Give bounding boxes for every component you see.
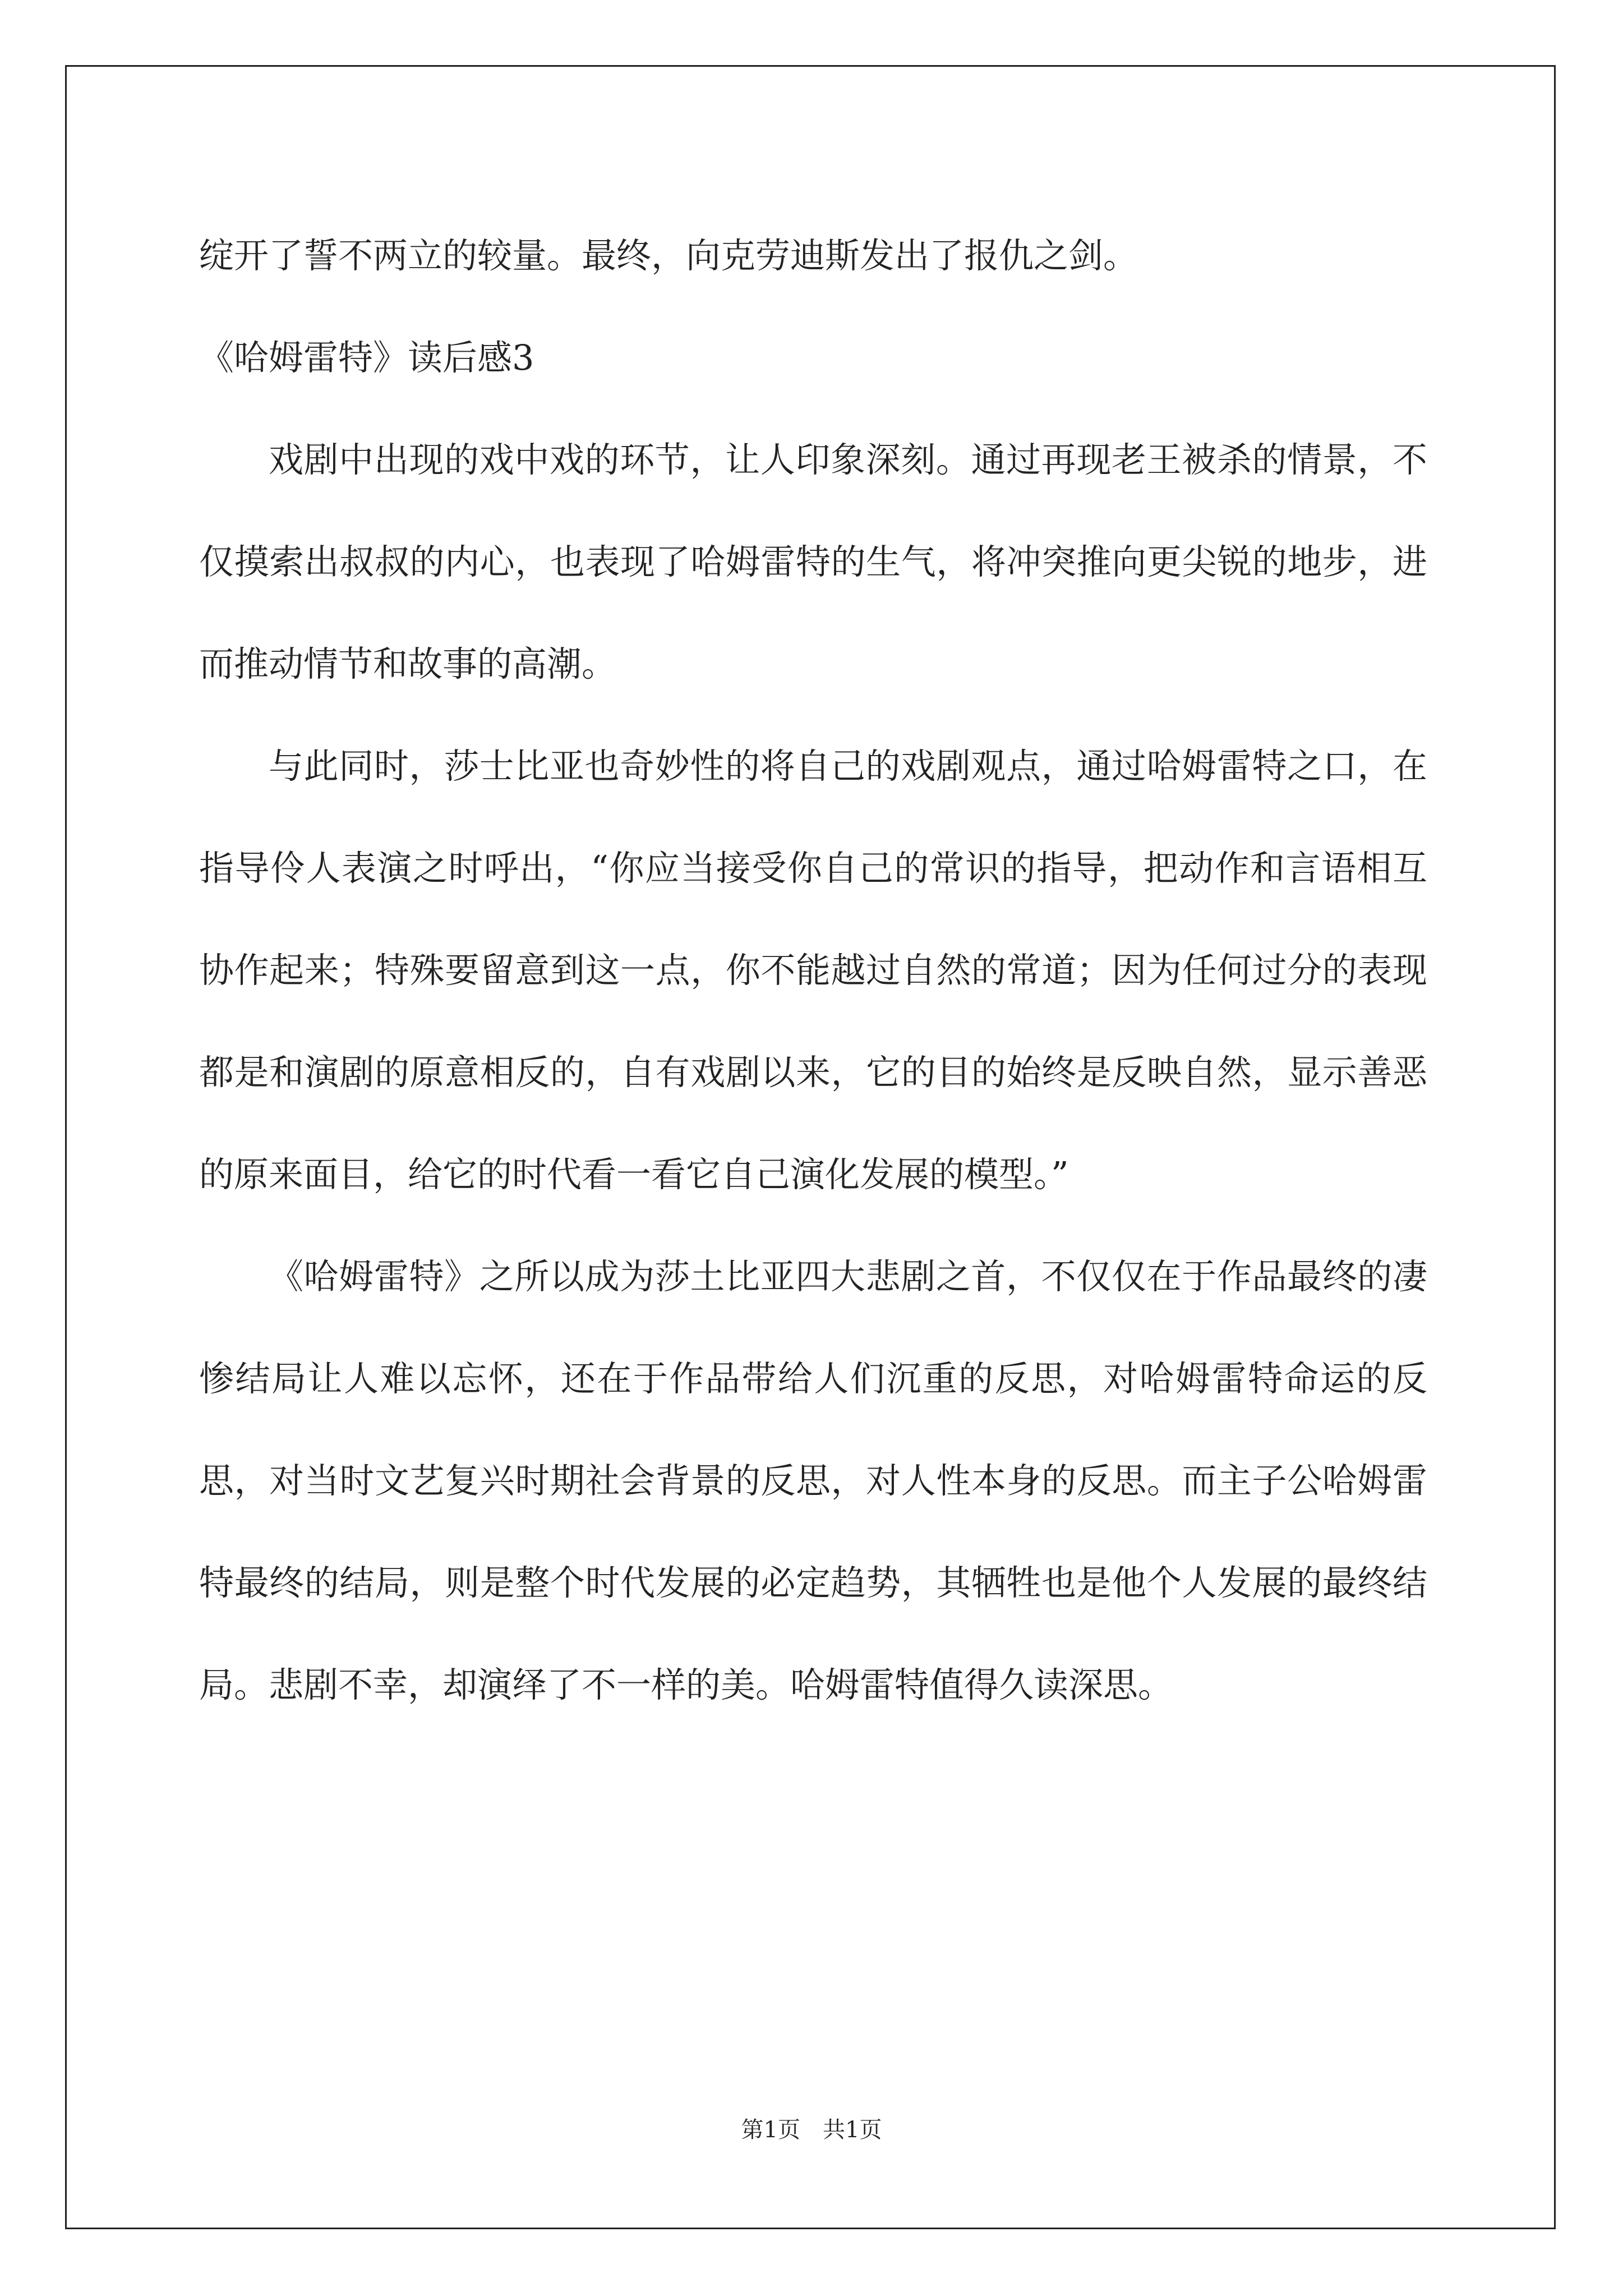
- continued-text-line: 绽开了誓不两立的较量。最终，向克劳迪斯发出了报仇之剑。: [199, 235, 1138, 276]
- paragraph-1: 戏剧中出现的戏中戏的环节，让人印象深刻。通过再现老王被杀的情景，不仅摸索出叔叔的内心，也表现了哈姆雷特的生气，将冲突推向更尖锐的地步，进而推动情节和故事的高潮。: [199, 439, 1427, 684]
- section-title: 《哈姆雷特》读后感3: [199, 337, 534, 378]
- page-footer: 第1页 共1页: [741, 2117, 882, 2143]
- document-body: [199, 205, 1427, 1736]
- paragraph-3: 《哈姆雷特》之所以成为莎土比亚四大悲剧之首，不仅仅在于作品最终的凄惨结局让人难以忘怀，还在于作品带给人们沉重的反思，对哈姆雷特命运的反思，对当时文艺复兴时期社会背景的反思，对人性本身的反思。而主子公哈姆雷特最终的结局，则是整个时代发展的必定趋势，其牺牲也是他个人发展的最终结局。悲剧不幸，却演绎了不一样的美。哈姆雷特值得久读深思。: [199, 1256, 1427, 1705]
- paragraph-2: 与此同时，莎士比亚也奇妙性的将自己的戏剧观点，通过哈姆雷特之口，在指导伶人表演之时呼出，“你应当接受你自己的常识的指导，把动作和言语相互协作起来；特殊要留意到这一点，你不能越过自然的常道；因为任何过分的表现都是和演剧的原意相反的，自有戏剧以来，它的目的始终是反映自然，显示善恶的原来面目，给它的时代看一看它自己演化发展的模型。”: [199, 746, 1427, 1195]
